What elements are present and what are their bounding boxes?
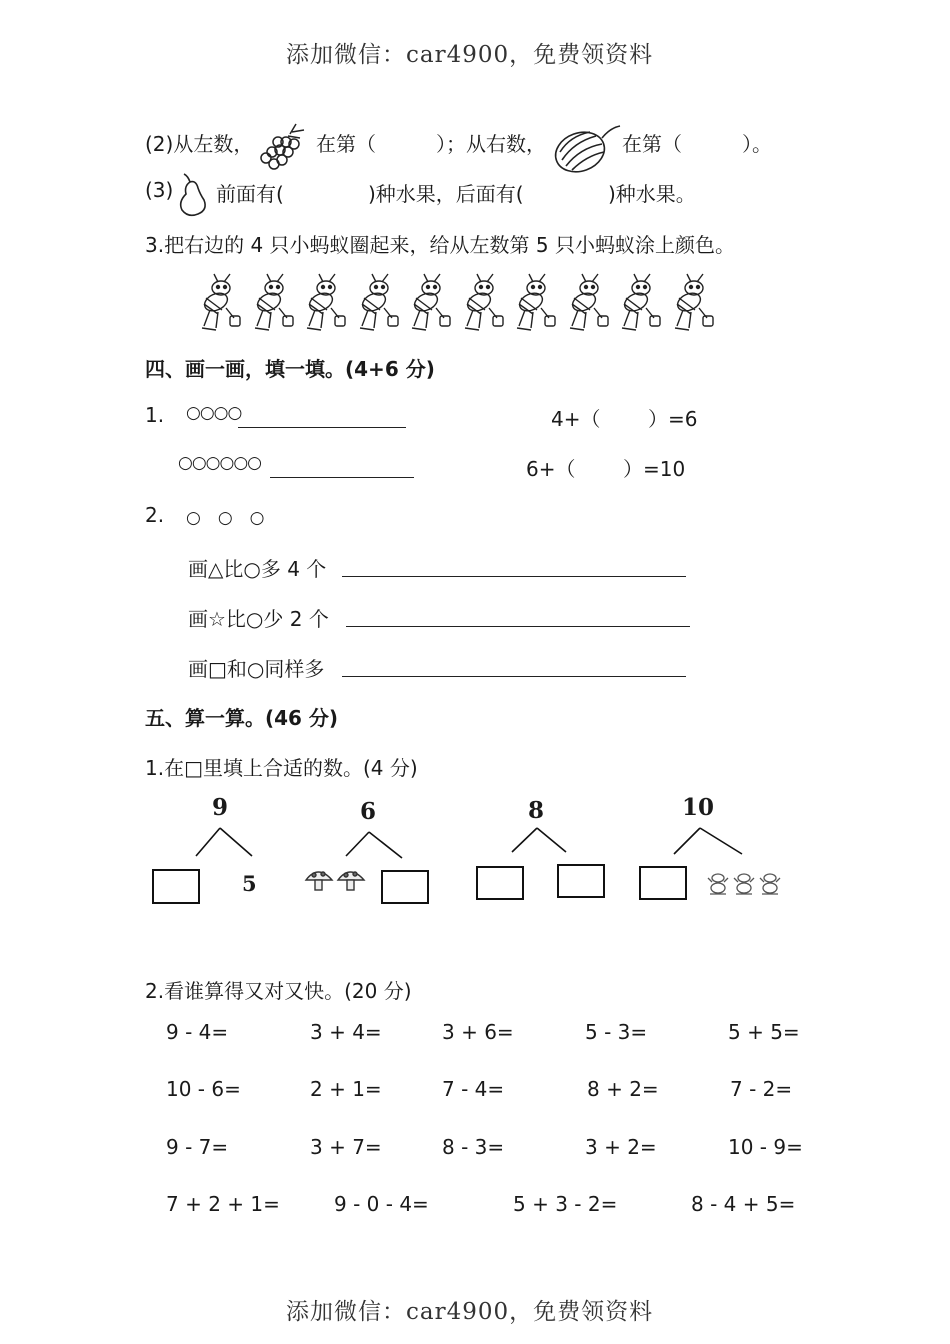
calc-r2-c2: 2 + 1=: [310, 1077, 382, 1101]
bond1-left-box[interactable]: [152, 869, 200, 904]
draw-task-stars: 画☆比○少 2 个: [188, 607, 329, 631]
bond2-right-box[interactable]: [381, 870, 429, 904]
q2-from-left-label: (2)从左数，: [145, 132, 254, 156]
draw-line-squares[interactable]: [342, 676, 686, 677]
q3-end-label: )种水果。: [608, 182, 696, 206]
calc-r4-c4: 8 - 4 + 5=: [691, 1192, 796, 1216]
calc-r1-c3: 3 + 6=: [442, 1020, 514, 1044]
ant-icon[interactable]: [196, 272, 248, 332]
ant-icon[interactable]: [459, 272, 511, 332]
watermelon-icon: [552, 122, 622, 174]
calc-r3-c5: 10 - 9=: [728, 1135, 803, 1159]
q2-from-right-label: ）；从右数，: [436, 132, 546, 156]
ant-icon[interactable]: [354, 272, 406, 332]
ant-icon[interactable]: [511, 272, 563, 332]
bond4-left-box[interactable]: [639, 866, 687, 900]
calc-r2-c4: 8 + 2=: [587, 1077, 659, 1101]
bond1-branches: [190, 826, 260, 860]
calc-r3-c3: 8 - 3=: [442, 1135, 505, 1159]
bond3-left-box[interactable]: [476, 866, 524, 900]
calc-r2-c3: 7 - 4=: [442, 1077, 505, 1101]
s4-q1-row1-circles: ○○○○: [186, 403, 242, 423]
mushroom-icon: [304, 866, 374, 896]
s4-q1-row1-answer-line[interactable]: [238, 427, 406, 428]
ant-icon[interactable]: [669, 272, 721, 332]
section4-heading: 四、画一画，填一填。(4+6 分): [145, 357, 435, 381]
bond3-top: 8: [528, 797, 545, 824]
s4-q1-number: 1.: [145, 403, 165, 427]
q2-position-right-prefix: 在第（: [622, 132, 682, 156]
watermark-bottom: 添加微信：car4900，免费领资料: [286, 1299, 654, 1325]
s5-q1-title: 1.在□里填上合适的数。(4 分): [145, 756, 418, 780]
s4-q1-row2-equation-start: 6+（: [526, 457, 576, 481]
ant-icon[interactable]: [564, 272, 616, 332]
s4-q1-row1-equation-end: ）=6: [648, 407, 698, 431]
calc-r1-c1: 9 - 4=: [166, 1020, 229, 1044]
s4-q1-row2-answer-line[interactable]: [270, 477, 414, 478]
s4-q2-circles: ○ ○ ○: [186, 508, 265, 528]
draw-line-triangles[interactable]: [342, 576, 686, 577]
calc-r4-c2: 9 - 0 - 4=: [334, 1192, 429, 1216]
bond4-top: 10: [682, 794, 715, 821]
ant-group-icon: [706, 868, 788, 900]
q3-label: (3): [145, 178, 174, 202]
q3-middle-label: )种水果，后面有(: [368, 182, 524, 206]
bond4-branches: [672, 826, 748, 858]
s4-q1-row2-circles: ○○○○○○: [178, 453, 262, 473]
q3-front-label: 前面有(: [216, 182, 284, 206]
calc-r4-c3: 5 + 3 - 2=: [513, 1192, 618, 1216]
bond3-right-box[interactable]: [557, 864, 605, 898]
watermark-top: 添加微信：car4900，免费领资料: [286, 42, 654, 68]
draw-line-stars[interactable]: [346, 626, 690, 627]
ant-task-text: 3.把右边的 4 只小蚂蚁圈起来，给从左数第 5 只小蚂蚁涂上颜色。: [145, 233, 735, 257]
s5-q2-title: 2.看谁算得又对又快。(20 分): [145, 979, 412, 1003]
bond2-top: 6: [360, 798, 377, 825]
pear-icon: [176, 172, 212, 218]
draw-task-squares: 画□和○同样多: [188, 657, 325, 681]
ant-icon[interactable]: [249, 272, 301, 332]
bond3-branches: [510, 826, 570, 856]
ant-icon[interactable]: [301, 272, 353, 332]
calc-r1-c4: 5 - 3=: [585, 1020, 648, 1044]
calc-r2-c5: 7 - 2=: [730, 1077, 793, 1101]
ant-icon[interactable]: [616, 272, 668, 332]
draw-task-triangles: 画△比○多 4 个: [188, 557, 327, 581]
calc-r4-c1: 7 + 2 + 1=: [166, 1192, 280, 1216]
section5-heading: 五、算一算。(46 分): [145, 706, 339, 730]
calc-r3-c2: 3 + 7=: [310, 1135, 382, 1159]
calc-r2-c1: 10 - 6=: [166, 1077, 241, 1101]
calc-r3-c1: 9 - 7=: [166, 1135, 229, 1159]
ant-icon[interactable]: [406, 272, 458, 332]
s4-q1-row1-equation-start: 4+（: [551, 407, 601, 431]
calc-r1-c5: 5 + 5=: [728, 1020, 800, 1044]
s4-q2-number: 2.: [145, 503, 165, 527]
q2-line-end: ）。: [742, 132, 772, 156]
bond1-right-value: 5: [242, 871, 257, 896]
calc-r1-c2: 3 + 4=: [310, 1020, 382, 1044]
s4-q1-row2-equation-end: ）=10: [623, 457, 686, 481]
q2-position-left-prefix: 在第（: [316, 132, 376, 156]
grapes-icon: [256, 122, 310, 172]
calc-r3-c4: 3 + 2=: [585, 1135, 657, 1159]
bond1-top: 9: [212, 794, 229, 821]
bond2-branches: [342, 830, 408, 860]
